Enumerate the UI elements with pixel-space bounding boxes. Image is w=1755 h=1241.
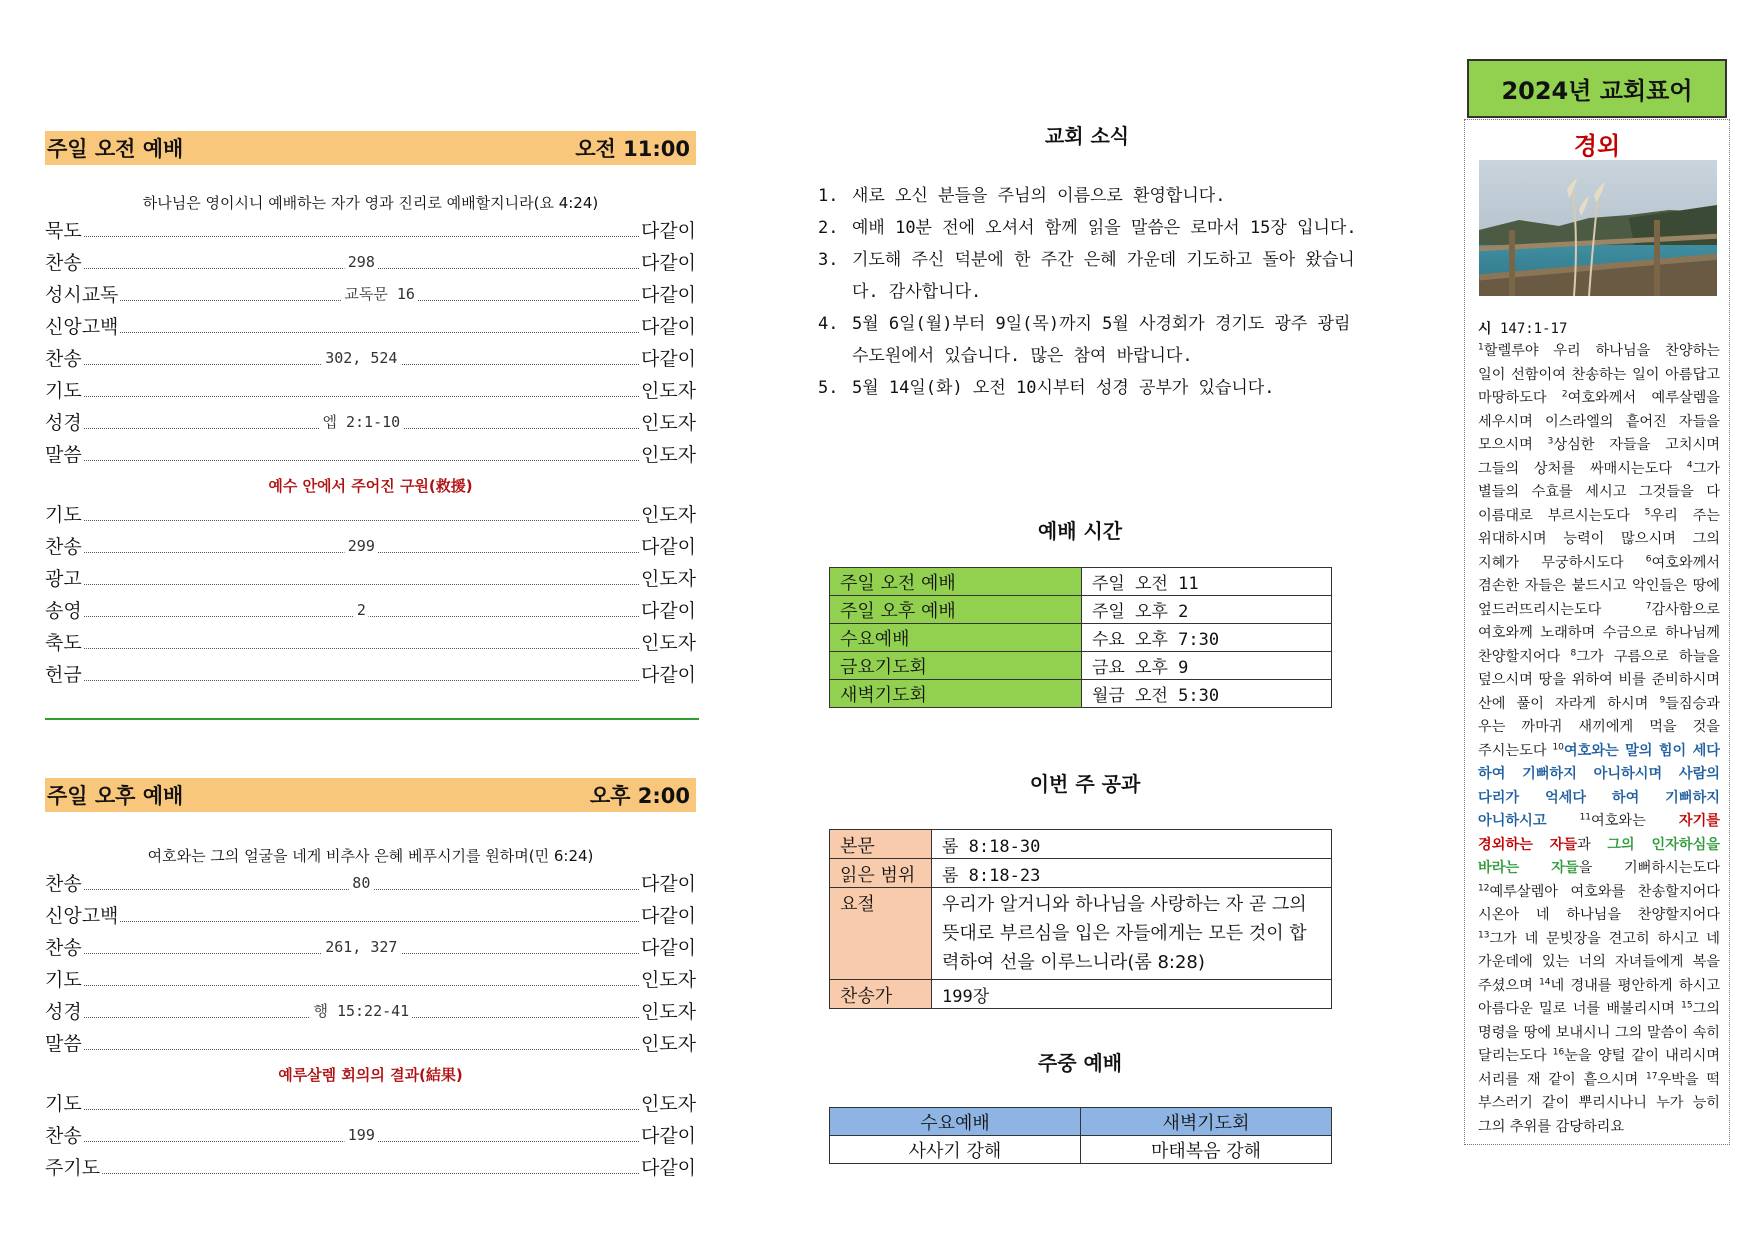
order-name: 성경	[45, 1001, 82, 1023]
verse-text: 여호와께서 예루살렘을 세우시며 이스라엘의 흩어진 자들을 모으시며	[1478, 390, 1720, 453]
order-who: 인도자	[640, 632, 696, 654]
order-name: 기도	[45, 380, 82, 402]
table-cell: 주일 오후 예배	[830, 596, 1082, 624]
order-who: 인도자	[640, 1093, 696, 1115]
lesson-table	[829, 829, 1332, 1009]
order-who: 다같이	[640, 1125, 696, 1147]
verse-text-highlight: 그의 인자하심을 바라는 자들	[1478, 836, 1720, 876]
order-row	[45, 408, 696, 440]
news-title: 교회 소식	[1044, 124, 1130, 148]
service-times-table	[829, 567, 1332, 708]
order-row	[45, 933, 696, 965]
order-name: 성시교독	[45, 284, 119, 306]
verse-number: 3	[1547, 436, 1554, 447]
verse-number: 10	[1552, 741, 1564, 752]
order-name: 찬송	[45, 937, 82, 959]
order-name: 찬송	[45, 873, 82, 895]
order-who: 인도자	[640, 412, 696, 434]
scenery-photo	[1479, 160, 1717, 296]
order-row	[45, 500, 696, 532]
verse-number: 12	[1478, 882, 1490, 893]
order-who: 다같이	[640, 536, 696, 558]
order-row	[45, 344, 696, 376]
verse-number: 6	[1645, 553, 1652, 564]
news-list	[818, 180, 1358, 404]
order-who: 다같이	[640, 252, 696, 274]
table-row	[830, 1108, 1332, 1136]
verse-text: 그가 별들의 수효를 세시고 그것들을 다 이름대로 부르시는도다	[1478, 460, 1720, 524]
section-divider	[45, 718, 699, 720]
order-who: 인도자	[640, 444, 696, 466]
order-who: 인도자	[640, 380, 696, 402]
order-row	[45, 1029, 696, 1061]
table-cell: 금요기도회	[830, 652, 1082, 680]
table-row	[830, 1136, 1332, 1164]
verse-text: 그가 네 문빗장을 견고히 하시고 네 가운데에 있는 너의 자녀들에게 복을 주셨으며	[1478, 930, 1720, 994]
verse-text: 예루살렘아 여호와를 찬송할지어다 시온아 네 하나님을 찬양할지어다	[1478, 883, 1720, 923]
table-cell: 마태복음 강해	[1081, 1136, 1332, 1164]
morning-service-header	[45, 131, 696, 165]
order-row	[45, 628, 696, 660]
verse-number: 11	[1579, 812, 1592, 823]
midweek-title: 주중 예배	[1037, 1051, 1123, 1075]
table-cell: 수요예배	[830, 624, 1082, 652]
order-who: 다같이	[640, 600, 696, 622]
psalm-text	[1478, 340, 1720, 1139]
table-cell: 수요 오후 7:30	[1082, 624, 1332, 652]
order-value: 299	[345, 538, 378, 554]
order-name: 신앙고백	[45, 316, 119, 338]
order-value: 302, 524	[322, 350, 400, 366]
news-item	[818, 212, 1358, 244]
afternoon-sermon-title: 예루살렘 회의의 결과(結果)	[278, 1066, 463, 1084]
order-row	[45, 248, 696, 280]
verse-number: 4	[1686, 459, 1693, 470]
order-name: 헌금	[45, 664, 82, 686]
order-who: 다같이	[640, 284, 696, 306]
news-item	[818, 372, 1358, 404]
order-who: 다같이	[640, 937, 696, 959]
news-item	[818, 308, 1358, 372]
verse-number: 8	[1570, 647, 1577, 658]
order-value: 80	[349, 875, 373, 891]
table-row	[830, 888, 1332, 980]
verse-text: 여호와는	[1591, 813, 1679, 829]
order-name: 묵도	[45, 220, 82, 242]
table-cell: 본문	[830, 830, 932, 859]
verse-text: 을 기뻐하시는도다	[1578, 860, 1720, 876]
morning-service-time: 오전 11:00	[575, 137, 690, 161]
verse-text: 감사함으로 여호와께 노래하며 수금으로 하나님께 찬양할지어다	[1478, 601, 1720, 665]
order-who: 인도자	[640, 1001, 696, 1023]
order-who: 다같이	[640, 316, 696, 338]
news-text: 기도해 주신 덕분에 한 주간 은혜 가운데 기도하고 돌아 왔습니다. 감사합니다.	[852, 250, 1355, 302]
order-who: 인도자	[640, 504, 696, 526]
verse-text: 그가 구름으로 하늘을 덮으시며 땅을 위하여 비를 준비하시며 산에 풀이 자라게 하시며	[1478, 648, 1720, 712]
table-cell: 주일 오후 2	[1082, 596, 1332, 624]
order-value: 261, 327	[322, 939, 400, 955]
order-name: 광고	[45, 568, 82, 590]
order-row	[45, 965, 696, 997]
table-cell: 수요예배	[830, 1108, 1081, 1136]
table-cell: 새벽기도회	[830, 680, 1082, 708]
psalm-book: 시	[1478, 321, 1492, 337]
order-name: 찬송	[45, 1125, 82, 1147]
table-row	[830, 980, 1332, 1009]
order-name: 송영	[45, 600, 82, 622]
order-who: 다같이	[640, 1157, 696, 1179]
verse-text: 과	[1577, 836, 1608, 853]
midweek-table	[829, 1107, 1332, 1164]
order-name: 찬송	[45, 536, 82, 558]
morning-order-a	[45, 216, 696, 692]
verse-text: 할렐루야 우리 하나님을 찬양하는 일이 선함이여 찬송하는 일이 아름답고 마땅하도다	[1478, 343, 1720, 406]
times-title: 예배 시간	[1037, 519, 1123, 543]
order-row	[45, 901, 696, 933]
news-text: 예배 10분 전에 오셔서 함께 읽을 말씀은 로마서 15장 입니다.	[852, 218, 1357, 238]
table-row	[830, 859, 1332, 888]
order-row	[45, 596, 696, 628]
order-name: 축도	[45, 632, 82, 654]
order-who: 다같이	[640, 220, 696, 242]
order-who: 다같이	[640, 664, 696, 686]
table-cell: 우리가 알거니와 하나님을 사랑하는 자 곧 그의 뜻대로 부르심을 입은 자들에게는 모든 것이 합력하여 선을 이루느니라(롬 8:28)	[932, 888, 1332, 980]
order-row	[45, 216, 696, 248]
table-cell: 읽은 범위	[830, 859, 932, 888]
lesson-title: 이번 주 공과	[1029, 772, 1141, 796]
verse-text: 여호와께서 겸손한 자들은 붙드시고 악인들은 땅에 엎드러뜨리시는도다	[1478, 554, 1720, 618]
verse-number: 14	[1539, 976, 1551, 987]
order-name: 주기도	[45, 1157, 101, 1179]
order-row	[45, 660, 696, 692]
news-text: 5월 14일(화) 오전 10시부터 성경 공부가 있습니다.	[852, 378, 1275, 398]
news-text: 5월 6일(월)부터 9일(목)까지 5월 사경회가 경기도 광주 광림 수도원에서 있습니다. 많은 참여 바랍니다.	[852, 314, 1351, 366]
order-row	[45, 1153, 696, 1185]
table-row	[830, 568, 1332, 596]
order-who: 인도자	[640, 969, 696, 991]
order-row	[45, 564, 696, 596]
verse-text: 눈을 양털 같이 내리시며 서리를 재 같이 흩으시며	[1478, 1048, 1720, 1088]
order-value: 298	[345, 254, 378, 270]
verse-number: 9	[1659, 694, 1666, 705]
news-item	[818, 180, 1358, 212]
verse-text: 그의 명령을 땅에 보내시니 그의 말씀이 속히 달리는도다	[1478, 1001, 1720, 1064]
news-number: 1.	[818, 186, 839, 206]
order-row	[45, 1089, 696, 1121]
order-value: 행 15:22-41	[310, 1003, 412, 1019]
order-row	[45, 440, 696, 472]
news-text: 새로 오신 분들을 주님의 이름으로 환영합니다.	[852, 186, 1226, 206]
order-row	[45, 1121, 696, 1153]
verse-number: 1	[1478, 342, 1484, 353]
order-name: 찬송	[45, 348, 82, 370]
table-cell: 199장	[932, 980, 1332, 1009]
news-number: 5.	[818, 378, 839, 398]
verse-number: 17	[1645, 1070, 1658, 1081]
table-row	[830, 680, 1332, 708]
order-value: 교독문 16	[341, 286, 418, 302]
verse-text: 네 경내를 평안하게 하시고 아름다운 밀로 너를 배불리시며	[1478, 977, 1720, 1017]
order-name: 기도	[45, 504, 82, 526]
order-name: 말씀	[45, 444, 82, 466]
verse-number: 15	[1681, 1000, 1693, 1011]
table-cell: 롬 8:18-30	[932, 830, 1332, 859]
order-row	[45, 532, 696, 564]
order-who: 인도자	[640, 1033, 696, 1055]
verse-text-highlight: 여호와는 말의 힘이 세다 하여 기뻐하지 아니하시며 사람의 다리가 억세다 하여 기뻐하지 아니하시고	[1478, 742, 1720, 829]
order-value: 199	[345, 1127, 378, 1143]
news-number: 2.	[818, 218, 839, 238]
motto-title: 2024년 교회표어	[1501, 77, 1693, 105]
order-name: 기도	[45, 969, 82, 991]
order-who: 다같이	[640, 905, 696, 927]
table-row	[830, 624, 1332, 652]
news-item	[818, 244, 1358, 308]
psalm-chapter: 147:1-17	[1499, 321, 1568, 337]
table-row	[830, 830, 1332, 859]
order-row	[45, 997, 696, 1029]
morning-service-title: 주일 오전 예배	[47, 137, 184, 161]
order-name: 성경	[45, 412, 82, 434]
afternoon-service-time: 오후 2:00	[589, 784, 690, 808]
table-cell: 주일 오전 예배	[830, 568, 1082, 596]
verse-number: 5	[1644, 506, 1651, 517]
table-cell: 월금 오전 5:30	[1082, 680, 1332, 708]
afternoon-verse: 여호와는 그의 얼굴을 네게 비추사 은혜 베푸시기를 원하며(민 6:24)	[147, 847, 594, 865]
order-who: 인도자	[640, 568, 696, 590]
news-number: 4.	[818, 314, 839, 334]
verse-text: 들짐승과 우는 까마귀 새끼에게 먹을 것을 주시는도다	[1478, 695, 1720, 759]
order-row	[45, 869, 696, 901]
order-name: 말씀	[45, 1033, 82, 1055]
order-row	[45, 376, 696, 408]
afternoon-service-title: 주일 오후 예배	[47, 784, 184, 808]
order-who: 다같이	[640, 348, 696, 370]
verse-number: 13	[1478, 929, 1490, 940]
motto-word: 경외	[1573, 132, 1621, 160]
verse-number: 7	[1645, 600, 1652, 611]
table-cell: 금요 오후 9	[1082, 652, 1332, 680]
order-row	[45, 312, 696, 344]
psalm-reference	[1478, 318, 1567, 338]
verse-text: 상심한 자들을 고치시며 그들의 상처를 싸매시는도다	[1478, 437, 1720, 477]
verse-number: 2	[1561, 389, 1568, 400]
order-row	[45, 280, 696, 312]
table-cell: 주일 오전 11	[1082, 568, 1332, 596]
news-number: 3.	[818, 250, 839, 270]
verse-text: 우리 주는 위대하시며 능력이 많으시며 그의 지혜가 무궁하시도다	[1478, 507, 1720, 571]
order-value: 엡 2:1-10	[319, 414, 403, 430]
order-value: 2	[354, 602, 369, 618]
order-who: 다같이	[640, 873, 696, 895]
verse-number: 16	[1552, 1047, 1565, 1058]
afternoon-service-header	[45, 778, 696, 812]
morning-sermon-title: 예수 안에서 주어진 구원(救援)	[268, 477, 473, 495]
table-cell: 새벽기도회	[1081, 1108, 1332, 1136]
morning-verse: 하나님은 영이시니 예배하는 자가 영과 진리로 예배할지니라(요 4:24)	[142, 194, 599, 212]
afternoon-order	[45, 869, 696, 1185]
order-name: 신앙고백	[45, 905, 119, 927]
table-cell: 롬 8:18-23	[932, 859, 1332, 888]
table-cell: 사사기 강해	[830, 1136, 1081, 1164]
table-row	[830, 652, 1332, 680]
verse-text-highlight: 자기를 경외하는 자들	[1478, 813, 1720, 853]
order-name: 기도	[45, 1093, 82, 1115]
order-name: 찬송	[45, 252, 82, 274]
motto-title-box	[1467, 59, 1727, 118]
table-row	[830, 596, 1332, 624]
table-cell: 요절	[830, 888, 932, 980]
verse-text: 우박을 떡 부스러기 같이 뿌리시나니 누가 능히 그의 추위를 감당하리요	[1478, 1071, 1720, 1135]
table-cell: 찬송가	[830, 980, 932, 1009]
